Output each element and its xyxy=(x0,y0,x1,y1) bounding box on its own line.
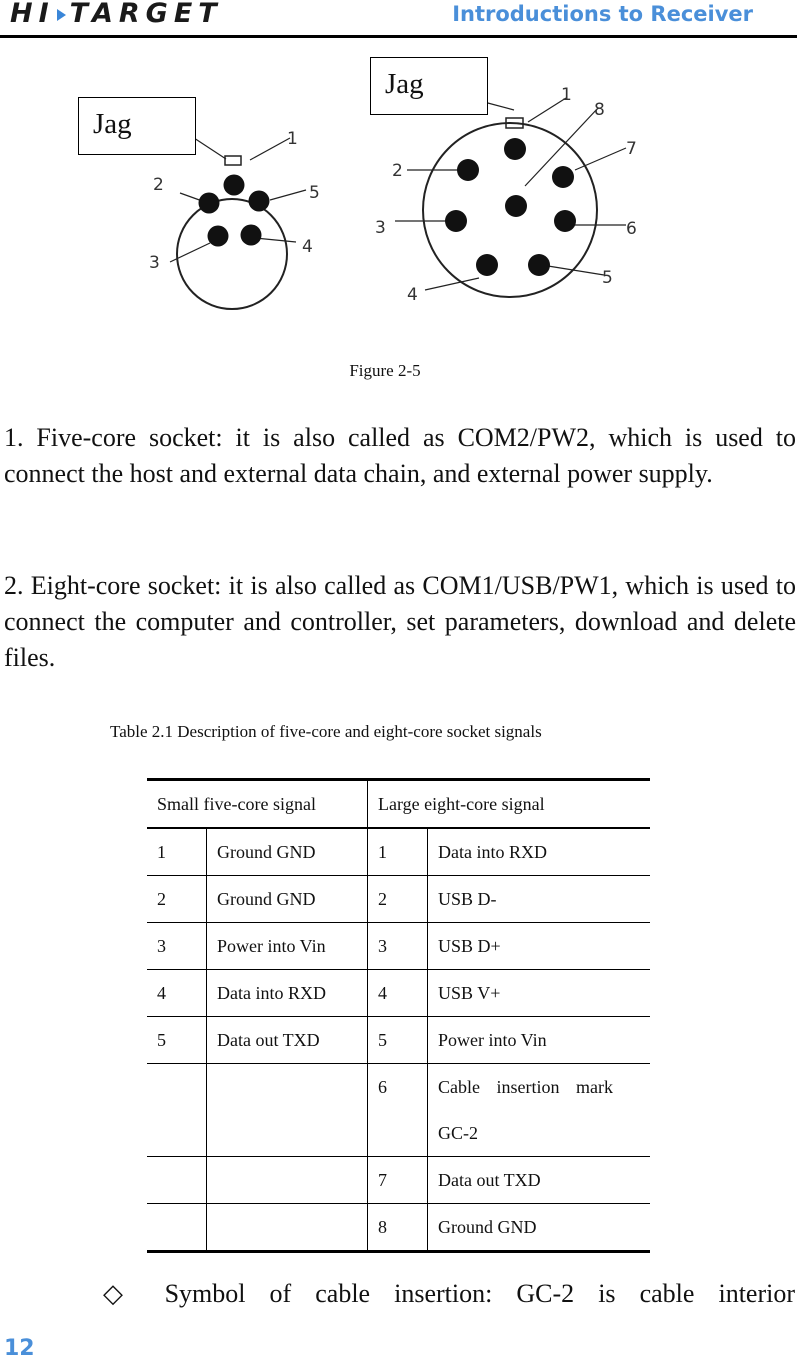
pin-label-five-4: 4 xyxy=(302,237,313,257)
chapter-title: Introductions to Receiver xyxy=(452,2,753,26)
pin-label-eight-6: 6 xyxy=(626,219,637,239)
header-five-core: Small five-core signal xyxy=(147,780,368,829)
jag-callout-right xyxy=(370,57,488,115)
five-core-socket xyxy=(149,129,320,309)
table-cell: 1 xyxy=(368,828,428,876)
table-cell: 4 xyxy=(147,970,207,1017)
table-cell: Data into RXD xyxy=(207,970,368,1017)
table-cell: Data into RXD xyxy=(428,828,651,876)
table-cell xyxy=(207,1204,368,1252)
paragraph-five-core: 1. Five-core socket: it is also called as COM2/PW2, which is used to connect the host and external data chain, and external power supply. xyxy=(4,423,796,488)
page-header xyxy=(0,0,797,38)
table-row xyxy=(147,1204,650,1252)
pin-label-eight-7: 7 xyxy=(626,139,637,159)
table-title: Table 2.1 Description of five-core and eight-core socket signals xyxy=(110,722,542,741)
table-cell-wrapped-text: Cable insertion mark GC-2 xyxy=(438,1077,613,1143)
pin-label-eight-5: 5 xyxy=(602,268,613,288)
table-cell: USB D+ xyxy=(428,923,651,970)
figure-caption: Figure 2-5 xyxy=(349,361,421,380)
table-cell xyxy=(147,1204,207,1252)
connector-figure xyxy=(0,40,797,360)
table-cell: Data out TXD xyxy=(428,1157,651,1204)
table-cell xyxy=(147,1064,207,1157)
table-row xyxy=(147,970,650,1017)
jag-callout-left xyxy=(78,97,196,155)
jag-callout-left-label: Jag xyxy=(93,108,132,140)
pin-label-five-5: 5 xyxy=(309,183,320,203)
table-cell xyxy=(428,1064,651,1157)
page-number: 12 xyxy=(4,1336,35,1361)
header-eight-core: Large eight-core signal xyxy=(368,780,651,829)
table-row xyxy=(147,1064,650,1157)
table-cell: 3 xyxy=(147,923,207,970)
table-cell: Ground GND xyxy=(207,828,368,876)
table-cell: 3 xyxy=(368,923,428,970)
eight-core-socket xyxy=(375,85,637,305)
table-cell: 4 xyxy=(368,970,428,1017)
pin-label-eight-1: 1 xyxy=(561,85,572,105)
table-cell: 6 xyxy=(368,1064,428,1157)
table-row xyxy=(147,1157,650,1204)
table-cell: 7 xyxy=(368,1157,428,1204)
hi-target-logo: HI TARGET xyxy=(10,0,223,29)
pin-label-eight-3: 3 xyxy=(375,218,386,238)
logo-triangle-icon xyxy=(57,9,66,21)
table-row xyxy=(147,828,650,876)
table-row xyxy=(147,923,650,970)
table-cell: Ground GND xyxy=(207,876,368,923)
pin-label-eight-4: 4 xyxy=(407,285,418,305)
cable-insertion-note: ◇ Symbol of cable insertion: GC-2 is cable interior xyxy=(103,1279,795,1308)
pin-label-eight-8: 8 xyxy=(594,100,605,120)
socket-signal-table xyxy=(147,778,650,1253)
header-divider xyxy=(0,35,797,38)
table-cell: Power into Vin xyxy=(428,1017,651,1064)
pin-label-five-2: 2 xyxy=(153,175,164,195)
table-cell: 8 xyxy=(368,1204,428,1252)
table-cell xyxy=(147,1157,207,1204)
table-cell: USB D- xyxy=(428,876,651,923)
table-header-row xyxy=(147,780,650,829)
table-cell: 1 xyxy=(147,828,207,876)
pin-label-eight-2: 2 xyxy=(392,161,403,181)
table-cell: 2 xyxy=(147,876,207,923)
jag-callout-right-label: Jag xyxy=(385,68,424,100)
table-cell: Data out TXD xyxy=(207,1017,368,1064)
table-cell: 2 xyxy=(368,876,428,923)
table-cell: Power into Vin xyxy=(207,923,368,970)
table-row xyxy=(147,1017,650,1064)
table-cell: USB V+ xyxy=(428,970,651,1017)
pin-label-five-3: 3 xyxy=(149,253,160,273)
table-cell: Ground GND xyxy=(428,1204,651,1252)
table-cell: 5 xyxy=(368,1017,428,1064)
pin-label-five-1: 1 xyxy=(287,129,298,149)
paragraph-eight-core: 2. Eight-core socket: it is also called as COM1/USB/PW1, which is used to connect the computer and controller, set parameters, download and delete files. xyxy=(4,571,796,672)
table-cell: 5 xyxy=(147,1017,207,1064)
table-row xyxy=(147,876,650,923)
table-cell xyxy=(207,1157,368,1204)
table-cell xyxy=(207,1064,368,1157)
